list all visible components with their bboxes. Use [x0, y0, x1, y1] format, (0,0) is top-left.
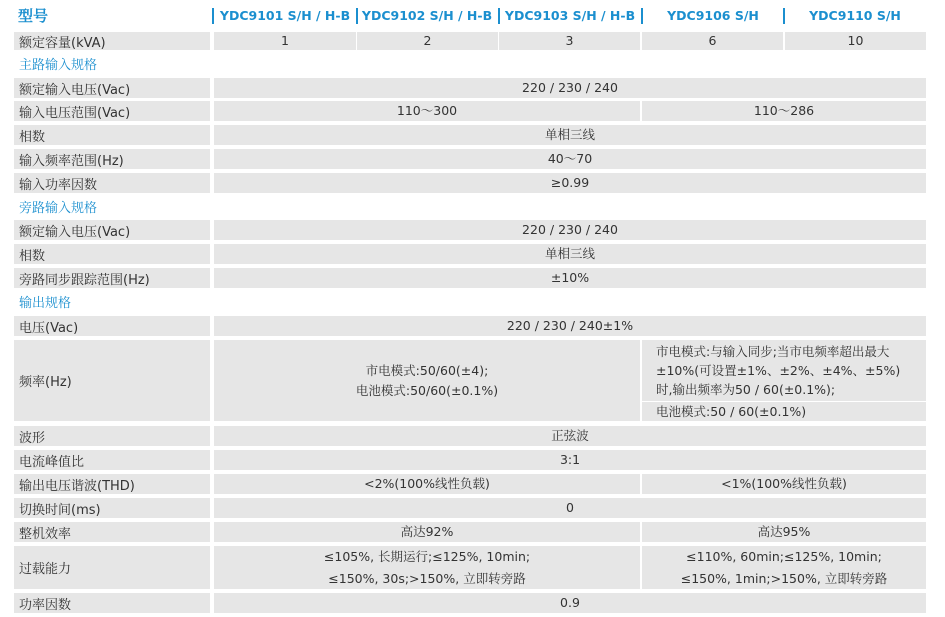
row-value: 高达92% — [214, 522, 640, 542]
bypass-sync-row — [0, 268, 945, 288]
capacity-value: 6 — [642, 32, 783, 50]
model-ydc9101: YDC9101 S/H / H-B — [219, 8, 351, 23]
row-value: 110～286 — [642, 101, 926, 121]
waveform-row — [0, 426, 945, 446]
main-pf-row — [0, 173, 945, 193]
row-value: 正弦波 — [214, 426, 926, 446]
row-value: 高达95% — [642, 522, 926, 542]
row-value: ±10% — [214, 268, 926, 288]
model-ydc9106: YDC9106 S/H — [667, 8, 759, 23]
model-ydc9103: YDC9103 S/H / H-B — [504, 8, 636, 23]
row-value: 220 / 230 / 240±1% — [214, 316, 926, 336]
capacity-value: 10 — [785, 32, 926, 50]
overload-row — [0, 546, 945, 589]
row-value — [214, 340, 640, 421]
freq-line: 时,输出频率为50 / 60(±0.1%); — [656, 382, 836, 397]
row-value: 0 — [214, 498, 926, 518]
row-label: 额定容量(kVA) — [14, 32, 210, 50]
row-value: 电池模式:50 / 60(±0.1%) — [642, 402, 926, 421]
row-label: 相数 — [14, 244, 210, 264]
row-label: 波形 — [14, 426, 210, 446]
bypass-voltage-row — [0, 220, 945, 240]
row-value — [214, 546, 640, 589]
row-value: 40～70 — [214, 149, 926, 169]
row-label: 频率(Hz) — [14, 340, 210, 421]
row-label: 输入频率范围(Hz) — [14, 149, 210, 169]
row-label: 电流峰值比 — [14, 450, 210, 470]
row-label: 相数 — [14, 125, 210, 145]
overload-line: ≤150%, 30s;>150%, 立即转旁路 — [328, 570, 526, 586]
overload-line: ≤105%, 长期运行;≤125%, 10min; — [323, 548, 531, 564]
bypass-phase-row — [0, 244, 945, 264]
model-ydc9102: YDC9102 S/H / H-B — [361, 8, 493, 23]
row-value: ≥0.99 — [214, 173, 926, 193]
row-value: 220 / 230 / 240 — [214, 78, 926, 98]
section-output: 输出规格 — [19, 296, 72, 311]
row-value: 0.9 — [214, 593, 926, 613]
row-label: 切换时间(ms) — [14, 498, 210, 518]
efficiency-row — [0, 522, 945, 542]
row-label: 额定输入电压(Vac) — [14, 220, 210, 240]
row-label: 旁路同步跟踪范围(Hz) — [14, 268, 210, 288]
freq-line: ±10%(可设置±1%、±2%、±4%、±5%) — [656, 363, 901, 378]
overload-line: ≤150%, 1min;>150%, 立即转旁路 — [680, 570, 888, 586]
capacity-value: 3 — [499, 32, 640, 50]
section-main-input: 主路输入规格 — [19, 58, 98, 73]
out-pf-row — [0, 593, 945, 613]
row-value: 3:1 — [214, 450, 926, 470]
row-value: 单相三线 — [214, 125, 926, 145]
out-freq-row — [0, 340, 945, 421]
out-voltage-row — [0, 316, 945, 336]
row-value: 110～300 — [214, 101, 640, 121]
thd-row — [0, 474, 945, 494]
freq-line: 市电模式:50/60(±4); — [365, 362, 489, 378]
row-label: 输入功率因数 — [14, 173, 210, 193]
row-value: <1%(100%线性负载) — [642, 474, 926, 494]
overload-line: ≤110%, 60min;≤125%, 10min; — [686, 548, 882, 564]
main-voltage-row — [0, 78, 945, 98]
capacity-value: 2 — [357, 32, 498, 50]
row-value — [642, 546, 926, 589]
row-label: 输出电压谐波(THD) — [14, 474, 210, 494]
capacity-row — [0, 32, 945, 50]
row-value — [642, 340, 926, 401]
main-phase-row — [0, 125, 945, 145]
row-value: 220 / 230 / 240 — [214, 220, 926, 240]
table-header — [0, 0, 945, 32]
model-header-label: 型号 — [18, 7, 49, 25]
row-label: 整机效率 — [14, 522, 210, 542]
main-range-row — [0, 101, 945, 121]
crest-row — [0, 450, 945, 470]
section-bypass-input: 旁路输入规格 — [19, 201, 98, 216]
freq-line: 市电模式:与输入同步;当市电频率超出最大 — [656, 344, 890, 359]
row-label: 输入电压范围(Vac) — [14, 101, 210, 121]
row-value: 单相三线 — [214, 244, 926, 264]
main-freq-row — [0, 149, 945, 169]
row-label: 功率因数 — [14, 593, 210, 613]
row-value: <2%(100%线性负载) — [214, 474, 640, 494]
model-ydc9110: YDC9110 S/H — [809, 8, 901, 23]
freq-line: 电池模式:50/60(±0.1%) — [355, 382, 499, 398]
row-label: 额定输入电压(Vac) — [14, 78, 210, 98]
capacity-value: 1 — [214, 32, 356, 50]
row-label: 过载能力 — [14, 546, 210, 589]
transfer-row — [0, 498, 945, 518]
row-label: 电压(Vac) — [14, 316, 210, 336]
